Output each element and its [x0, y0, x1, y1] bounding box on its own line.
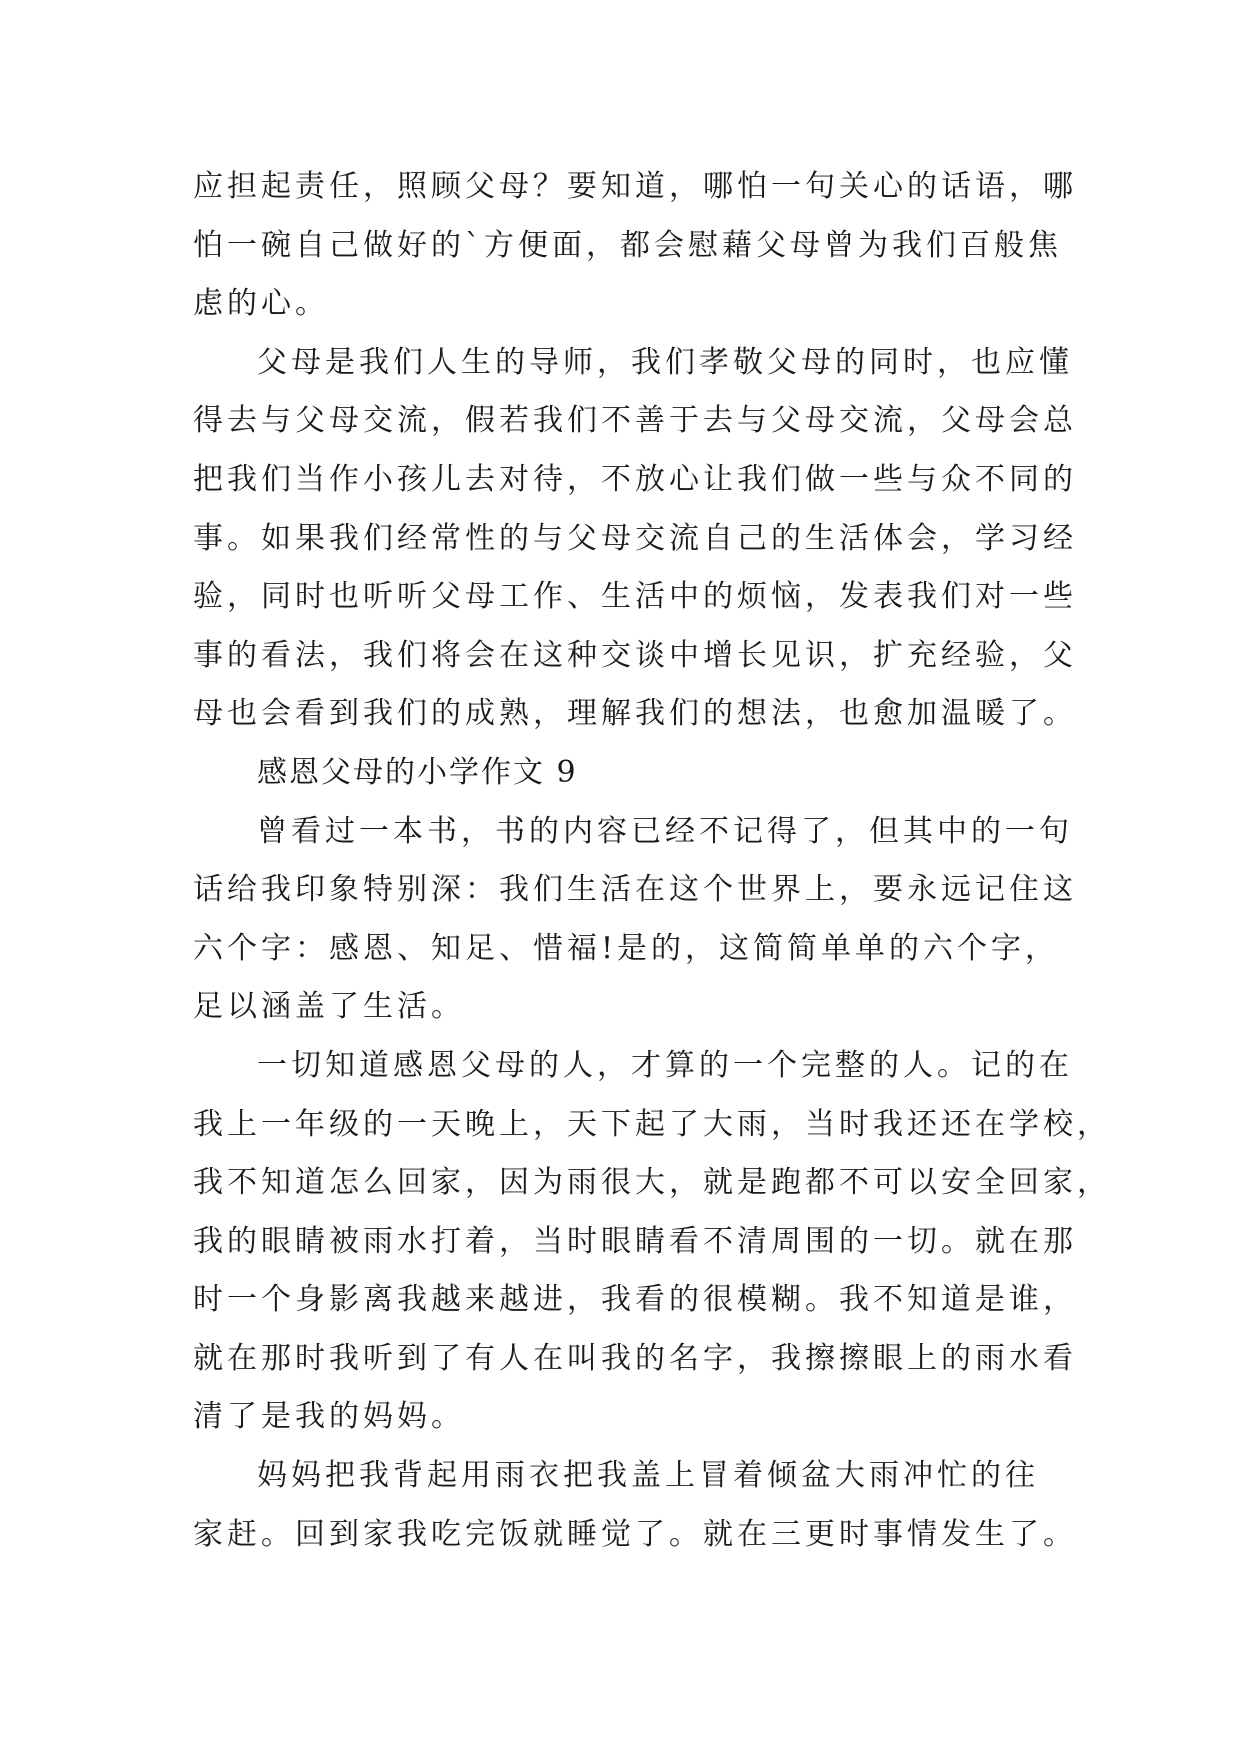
text-line: 足以涵盖了生活。: [193, 989, 465, 1025]
text-line: 话给我印象特别深：我们生活在这个世界上，要永远记住这: [193, 872, 1077, 908]
text-line: 我不知道怎么回家，因为雨很大，就是跑都不可以安全回家，: [193, 1165, 1111, 1201]
text-line: 一切知道感恩父母的人，才算的一个完整的人。记的在: [257, 1047, 1073, 1083]
text-line: 清了是我的妈妈。: [193, 1399, 465, 1435]
text-line: 验，同时也听听父母工作、生活中的烦恼，发表我们对一些: [193, 579, 1077, 615]
text-line: 应担起责任，照顾父母？要知道，哪怕一句关心的话语，哪: [193, 169, 1077, 204]
text-line: 曾看过一本书，书的内容已经不记得了，但其中的一句: [257, 813, 1073, 849]
text-line: 把我们当作小孩儿去对待，不放心让我们做一些与众不同的: [193, 461, 1077, 497]
text-line: 我的眼睛被雨水打着，当时眼睛看不清周围的一切。就在那: [193, 1223, 1077, 1259]
text-line: 得去与父母交流，假若我们不善于去与父母交流，父母会总: [193, 403, 1077, 439]
text-line: 我上一年级的一天晚上，天下起了大雨，当时我还还在学校，: [193, 1106, 1111, 1142]
paragraph: [193, 158, 1077, 334]
text-line: 怕一碗自己做好的`方便面，都会慰藉父母曾为我们百般焦: [193, 227, 1062, 263]
paragraph: [193, 334, 1077, 744]
text-line: 父母是我们人生的导师，我们孝敬父母的同时，也应懂: [257, 344, 1073, 380]
paragraph: [193, 1037, 1111, 1447]
paragraph: [193, 803, 1077, 1037]
paragraph: [193, 1447, 1077, 1564]
text-line: 时一个身影离我越来越进，我看的很模糊。我不知道是谁，: [193, 1282, 1077, 1318]
text-line: 家赶。回到家我吃完饭就睡觉了。就在三更时事情发生了。: [193, 1516, 1077, 1552]
section-heading: 感恩父母的小学作文 9: [257, 754, 578, 790]
text-line: 六个字：感恩、知足、惜福!是的，这简简单单的六个字，: [193, 930, 1060, 966]
text-line: 妈妈把我背起用雨衣把我盖上冒着倾盆大雨冲忙的往: [257, 1458, 1039, 1494]
text-line: 虑的心。: [193, 286, 329, 322]
document-page: [193, 158, 1111, 1564]
text-line: 事的看法，我们将会在这种交谈中增长见识，扩充经验，父: [193, 637, 1077, 673]
text-line: 就在那时我听到了有人在叫我的名字，我擦擦眼上的雨水看: [193, 1340, 1077, 1376]
text-line: 事。如果我们经常性的与父母交流自己的生活体会，学习经: [193, 520, 1077, 556]
text-line: 母也会看到我们的成熟，理解我们的想法，也愈加温暖了。: [193, 696, 1077, 732]
